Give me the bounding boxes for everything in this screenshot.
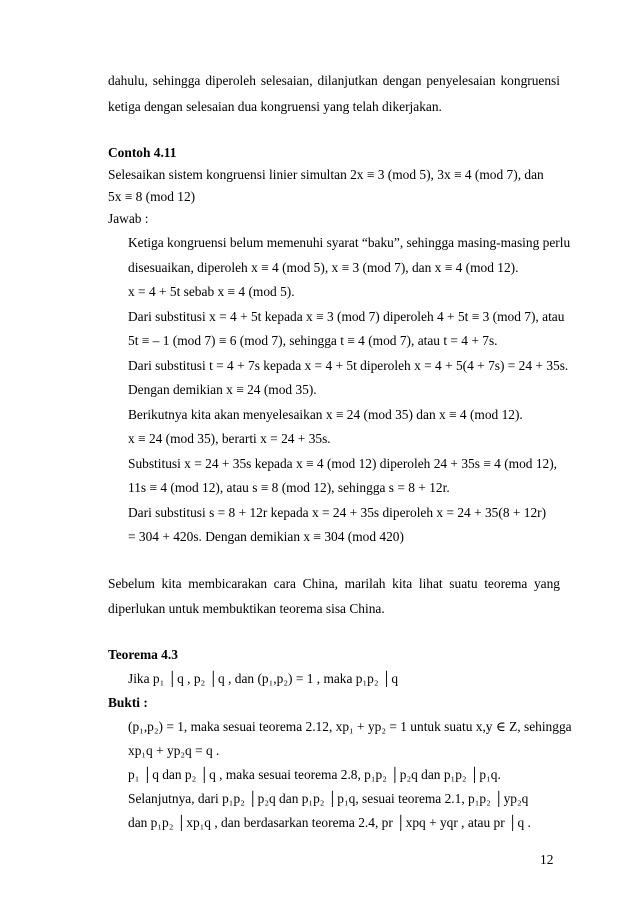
example-step: disesuaikan, diperoleh x ≡ 4 (mod 5), x ≡ 3 (mod 7), dan x ≡ 4 (mod 12). [128,260,519,275]
example-problem-line-1: Selesaikan sistem kongruensi linier simultan 2x ≡ 3 (mod 5), 3x ≡ 4 (mod 7), dan [108,167,544,182]
example-problem-line-2: 5x ≡ 8 (mod 12) [108,189,196,204]
intro-line-1: dahulu, sehingga diperoleh selesaian, dilanjutkan dengan penyelesaian kongruensi [108,73,560,88]
transition-line-2: diperlukan untuk membuktikan teorema sisa China. [108,601,385,616]
intro-line-2: ketiga dengan selesaian dua kongruensi yang telah dikerjakan. [108,99,442,114]
example-step: x = 4 + 5t sebab x ≡ 4 (mod 5). [128,284,295,299]
example-step: Substitusi x = 24 + 35s kepada x ≡ 4 (mod 12) diperoleh 24 + 35s ≡ 4 (mod 12), [128,456,558,471]
proof-label: Bukti : [108,695,148,710]
example-step: = 304 + 420s. Dengan demikian x ≡ 304 (mod 420) [128,529,404,544]
proof-line: p₁ │q dan p₂ │q , maka sesuai teorema 2.8, p₁p₂ │p₂q dan p₁p₂ │p₁q. [128,767,501,782]
transition-line-1: Sebelum kita membicarakan cara China, marilah kita lihat suatu teorema yang [108,576,560,591]
example-step: 5t ≡ – 1 (mod 7) ≡ 6 (mod 7), sehingga t ≡ 4 (mod 7), atau t = 4 + 7s. [128,333,498,348]
example-step: Dengan demikian x ≡ 24 (mod 35). [128,382,317,397]
proof-line: (p₁,p₂) = 1, maka sesuai teorema 2.12, xp₁ + yp₂ = 1 untuk suatu x,y ∈ Z, sehingga [128,719,572,734]
example-step: Dari substitusi s = 8 + 12r kepada x = 24 + 35s diperoleh x = 24 + 35(8 + 12r) [128,505,547,520]
example-step: Dari substitusi t = 4 + 7s kepada x = 4 + 5t diperoleh x = 4 + 5(4 + 7s) = 24 + 35s. [128,358,569,373]
example-title: Contoh 4.11 [108,145,177,160]
proof-line: Selanjutnya, dari p₁p₂ │p₂q dan p₁p₂ │p₁q, sesuai teorema 2.1, p₁p₂ │yp₂q [128,791,529,806]
page-number: 12 [540,852,554,867]
example-step: Berikutnya kita akan menyelesaikan x ≡ 24 (mod 35) dan x ≡ 4 (mod 12). [128,407,523,422]
example-step: Ketiga kongruensi belum memenuhi syarat “baku”, sehingga masing-masing perlu [128,235,571,250]
answer-label: Jawab : [108,211,149,226]
theorem-statement: Jika p₁ │q , p₂ │q , dan (p₁,p₂) = 1 , maka p₁p₂ │q [128,671,399,686]
proof-line: dan p₁p₂ │xp₁q , dan berdasarkan teorema 2.4, pr │xpq + yqr , atau pr │q . [128,815,531,830]
proof-line: xp₁q + yp₂q = q . [128,743,220,758]
theorem-title: Teorema 4.3 [108,647,178,662]
example-step: Dari substitusi x = 4 + 5t kepada x ≡ 3 (mod 7) diperoleh 4 + 5t ≡ 3 (mod 7), atau [128,309,565,324]
example-step: x ≡ 24 (mod 35), berarti x = 24 + 35s. [128,431,331,446]
example-step: 11s ≡ 4 (mod 12), atau s ≡ 8 (mod 12), sehingga s = 8 + 12r. [128,480,450,495]
